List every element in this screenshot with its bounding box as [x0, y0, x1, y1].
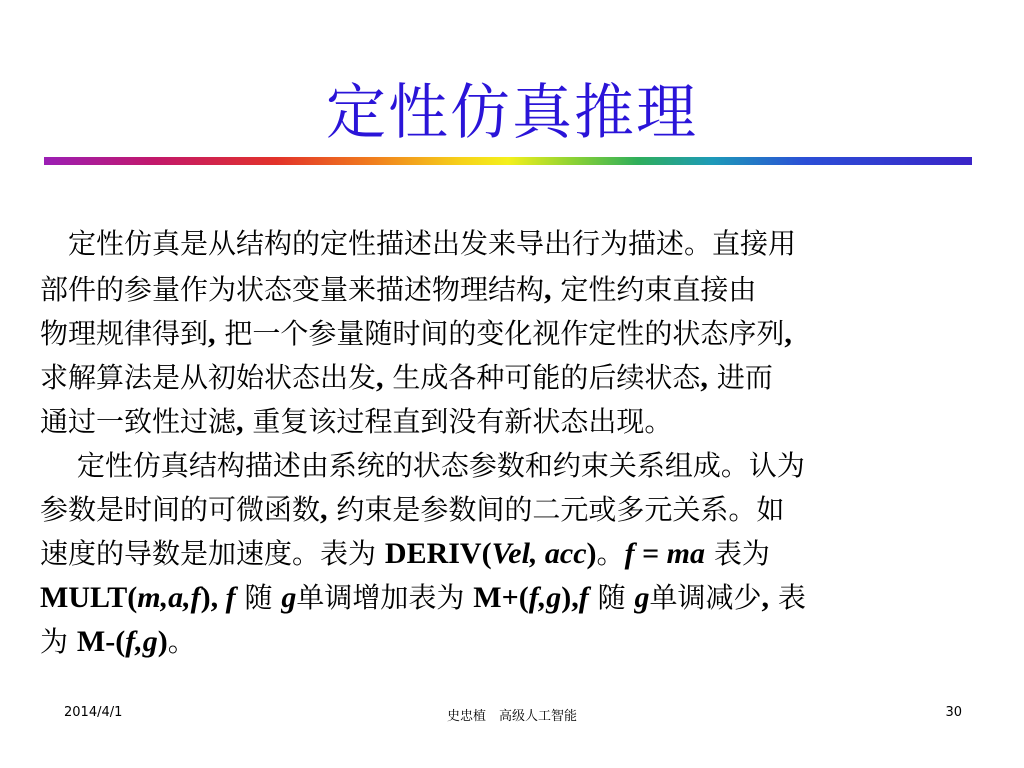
- text-run: 。: [596, 537, 625, 570]
- text-run: 表: [769, 581, 806, 614]
- formula-mult: MULT(: [40, 581, 138, 614]
- formula-mplus: M+(: [473, 581, 529, 614]
- formula-paren: ),: [200, 581, 219, 614]
- text-run: 生成各种可能的后续状态: [383, 361, 701, 394]
- slide-title: 定性仿真推理: [326, 78, 698, 148]
- formula-op: =: [634, 537, 667, 570]
- text-run: 随: [235, 581, 282, 614]
- text-run: 约束是参数间的二元或多元关系。如: [327, 493, 785, 526]
- slide-body: [40, 222, 980, 664]
- text-run: 定性仿真结构描述由系统的状态参数和约束关系组成。认为: [40, 449, 805, 482]
- comma: ,: [544, 273, 552, 306]
- text-run: 单调减少: [649, 581, 762, 614]
- footer-date: 2014/4/1: [64, 705, 123, 720]
- body-line-8: [40, 532, 980, 576]
- comma: ,: [236, 405, 244, 438]
- comma: ,: [208, 317, 216, 350]
- text-run: 参数是时间的可微函数: [40, 493, 321, 526]
- comma: ,: [376, 361, 384, 394]
- formula-args: Vel, acc: [491, 537, 587, 570]
- text-run: 通过一致性过滤: [40, 405, 237, 438]
- body-line-6: [40, 444, 980, 488]
- text-run: 单调增加表为: [296, 581, 474, 614]
- formula-deriv: DERIV(: [384, 537, 492, 570]
- formula-args: f,g: [528, 581, 562, 614]
- text-run: 定性仿真是从结构的定性描述出发来导出行为描述。直接用: [40, 227, 797, 260]
- formula-var: ma: [666, 537, 706, 570]
- comma: ,: [700, 361, 708, 394]
- text-run: 重复该过程直到没有新状态出现。: [243, 405, 673, 438]
- footer-author-course: 史忠植 高级人工智能: [446, 709, 577, 724]
- comma: ,: [320, 493, 328, 526]
- formula-args: f,g: [125, 625, 158, 658]
- formula-paren: ),: [561, 581, 579, 614]
- comma: ,: [761, 581, 770, 614]
- text-run: 求解算法是从初始状态出发: [40, 361, 377, 394]
- text-run: 速度的导数是加速度。表为: [40, 537, 385, 570]
- body-line-7: [40, 488, 980, 532]
- formula-paren: ): [157, 625, 168, 658]
- formula-var: g: [634, 581, 650, 614]
- body-line-2: [40, 268, 980, 312]
- text-run: 把一个参量随时间的变化视作定性的状态序列: [215, 317, 785, 350]
- text-run: 表为: [705, 537, 770, 570]
- text-run: 。: [167, 625, 196, 658]
- body-line-9: [40, 576, 980, 620]
- formula-args: m,a,f: [137, 581, 201, 614]
- formula-paren: ): [586, 537, 597, 570]
- text-run: 定性约束直接由: [551, 273, 757, 306]
- formula-var: f: [578, 581, 589, 614]
- formula-var: g: [281, 581, 297, 614]
- body-line-10: [40, 620, 980, 664]
- body-line-1: [40, 222, 980, 268]
- page-number: 30: [945, 705, 962, 720]
- body-line-4: [40, 356, 980, 400]
- formula-mminus: M-(: [76, 625, 126, 658]
- formula-var: f: [624, 537, 635, 570]
- text-run: 部件的参量作为状态变量来描述物理结构: [40, 273, 545, 306]
- formula-var: f: [218, 581, 236, 614]
- text-run: 进而: [707, 361, 773, 394]
- text-run: 为: [40, 625, 77, 658]
- body-line-3: [40, 312, 980, 356]
- comma: ,: [784, 317, 792, 350]
- text-run: 随: [588, 581, 635, 614]
- body-line-5: [40, 400, 980, 444]
- text-run: 物理规律得到: [40, 317, 209, 350]
- rainbow-divider: [44, 157, 972, 165]
